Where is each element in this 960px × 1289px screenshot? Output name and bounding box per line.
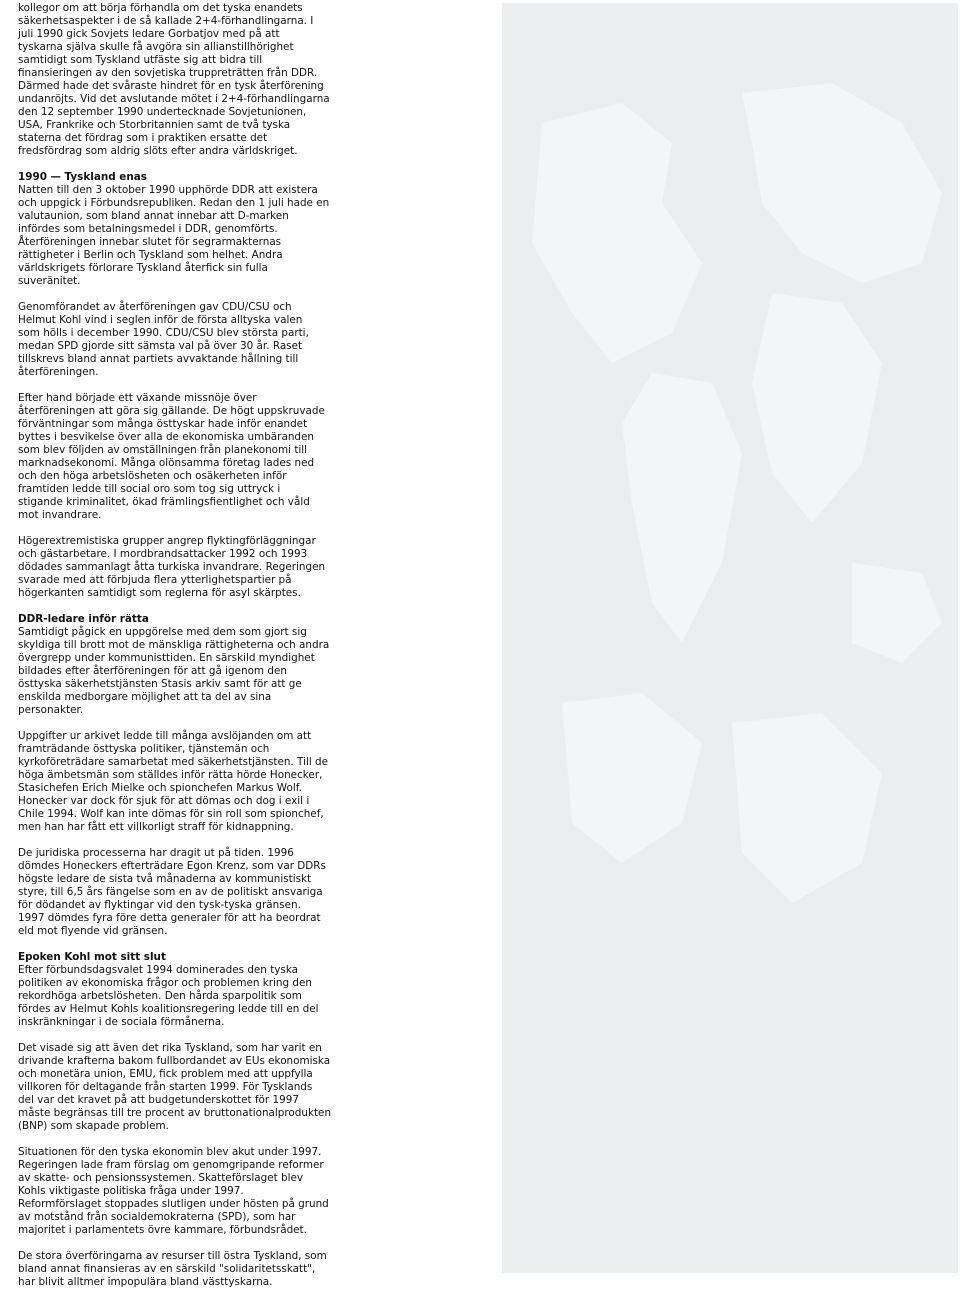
paragraph-solidarity-tax: De stora överföringarna av resurser till östra Tyskland, som bland annat finansieras av en särskild "solidaritetsskatt", har blivit alltmer impopulära bland västtyskarna. bbox=[18, 1250, 327, 1288]
paragraph-stasi-archive: Samtidigt pågick en uppgörelse med dem som gjort sig skyldiga till brott mot de mänskliga rättigheterna och andra övergrepp under kommunisttiden. En särskild myndighet bildades efter återföreningen för att gå igenom den östtyska säkerhetstjänsten Stasis arkiv samt för att ge enskilda medborgare möjlighet att ta del av sina personakter. bbox=[18, 626, 330, 716]
right-sidebar-panel bbox=[502, 3, 958, 1273]
paragraph-2plus4-negotiations: kollegor om att börja förhandla om det tyska enandets säkerhetsaspekter i de så kallade 2+4-förhandlingarna. I juli 1990 gick Sovjets ledare Gorbatjov med på att tyskarna själva skulle få avgöra sin allianstillhörighet samtidigt som Tyskland utfäste sig att bidra till finansieringen av den sovjetiska truppreträtten från DDR. Därmed hade det svåraste hindret för en tysk återförening undanröjts. Vid det avslutande mötet i 2+4-förhandlingarna den 12 september 1990 undertecknade Sovjetunionen, USA, Frankrike och Storbritannien samt de två tyska staterna det fördrag som i praktiken ersatte det fredsfördrag som aldrig slöts efter andra världskriget. bbox=[18, 2, 330, 157]
paragraph-legal-processes: De juridiska processerna har dragit ut på tiden. 1996 dömdes Honeckers efterträdare Egon Krenz, som var DDRs högste ledare de sista två månaderna av kommunistiskt styre, till 6,5 års fängelse som en av de politiskt ansvariga för dödandet av flyktingar vid den tysk-tyska gränsen. 1997 dömdes fyra före detta generaler för att ha beordrat eld mot flyende vid gränsen. bbox=[18, 847, 326, 937]
heading-ddr-leaders-trial: DDR-ledare inför rätta bbox=[18, 613, 149, 625]
paragraph-economic-issues: Efter förbundsdagsvalet 1994 dominerades den tyska politiken av ekonomiska frågor och problemen kring den rekordhöga arbetslösheten. Den hårda sparpolitik som fördes av Helmut Kohls koalitionsregering ledde till en del inskränkningar i de sociala förmånerna. bbox=[18, 964, 319, 1028]
paragraph-economy-1997: Situationen för den tyska ekonomin blev akut under 1997. Regeringen lade fram förslag om genomgripande reformer av skatte- och pensionssystemen. Skatteförslaget blev Kohls viktigaste politiska fråga under 1997. Reformförslaget stoppades slutligen under hösten på grund av motstånd från socialdemokraterna (SPD), som har majoritet i parlamentets övre kammare, förbundsrådet. bbox=[18, 1146, 329, 1236]
paragraph-right-extremism: Högerextremistiska grupper angrep flyktingförläggningar och gästarbetare. I mordbrandsattacker 1992 och 1993 dödades sammanlagt åtta turkiska invandrare. Regeringen svarade med att förbjuda flera ytterlighetspartier på högerkanten samtidigt som reglerna för asyl skärptes. bbox=[18, 535, 326, 599]
world-map-watermark-icon bbox=[502, 3, 958, 1273]
paragraph-growing-discontent: Efter hand började ett växande missnöje över återföreningen att göra sig gällande. De högt uppskruvade förväntningar som många östtyskar hade inför enandet byttes i besvikelse över alla de ekonomiska umbäranden som blev följden av omställningen från planekonomi till marknadsekonomi. Många olönsamma företag lades ned och den höga arbetslösheten och osäkerheten inför framtiden ledde till social oro som tog sig uttryck i stigande kriminalitet, ökad främlingsfientlighet och våld mot invandrare. bbox=[18, 392, 325, 521]
paragraph-cdu-csu-election: Genomförandet av återföreningen gav CDU/CSU och Helmut Kohl vind i seglen inför de första alltyska valen som hölls i december 1990. CDU/CSU blev största parti, medan SPD gjorde sitt sämsta val på över 30 år. Raset tillskrevs bland annat partiets avvaktande hållning till återföreningen. bbox=[18, 301, 309, 378]
heading-kohl-era-end: Epoken Kohl mot sitt slut bbox=[18, 951, 166, 963]
heading-1990-reunification: 1990 — Tyskland enas bbox=[18, 171, 147, 183]
article-body bbox=[18, 2, 356, 1289]
paragraph-archive-revelations: Uppgifter ur arkivet ledde till många avslöjanden om att framträdande östtyska politiker, tjänstemän och kyrkoföreträdare samarbetat med säkerhetstjänsten. Till de höga ämbetsmän som ställdes inför rätta hörde Honecker, Stasichefen Erich Mielke och spionchefen Markus Wolf. Honecker var dock för sjuk för att dömas och dog i exil i Chile 1994. Wolf kan inte dömas för sin roll som spionchef, men han har fått ett villkorligt straff för kidnappning. bbox=[18, 730, 329, 833]
paragraph-emu-criteria: Det visade sig att även det rika Tyskland, som har varit en drivande krafterna bakom fullbordandet av EUs ekonomiska och monetära union, EMU, fick problem med att uppfylla villkoren för deltagande från starten 1999. För Tysklands del var det kravet på att budgetunderskottet för 1997 måste begränsas till tre procent av bruttonationalprodukten (BNP) som skapade problem. bbox=[18, 1042, 332, 1132]
paragraph-ddr-ceases: Natten till den 3 oktober 1990 upphörde DDR att existera och uppgick i Förbundsrepubliken. Redan den 1 juli hade en valutaunion, som bland annat innebar att D-marken infördes som betalningsmedel i DDR, genomförts. Återföreningen innebar slutet för segrarmakternas rättigheter i Berlin och Tyskland som helhet. Andra världskrigets förlorare Tyskland återfick sin fulla suveränitet. bbox=[18, 184, 330, 287]
